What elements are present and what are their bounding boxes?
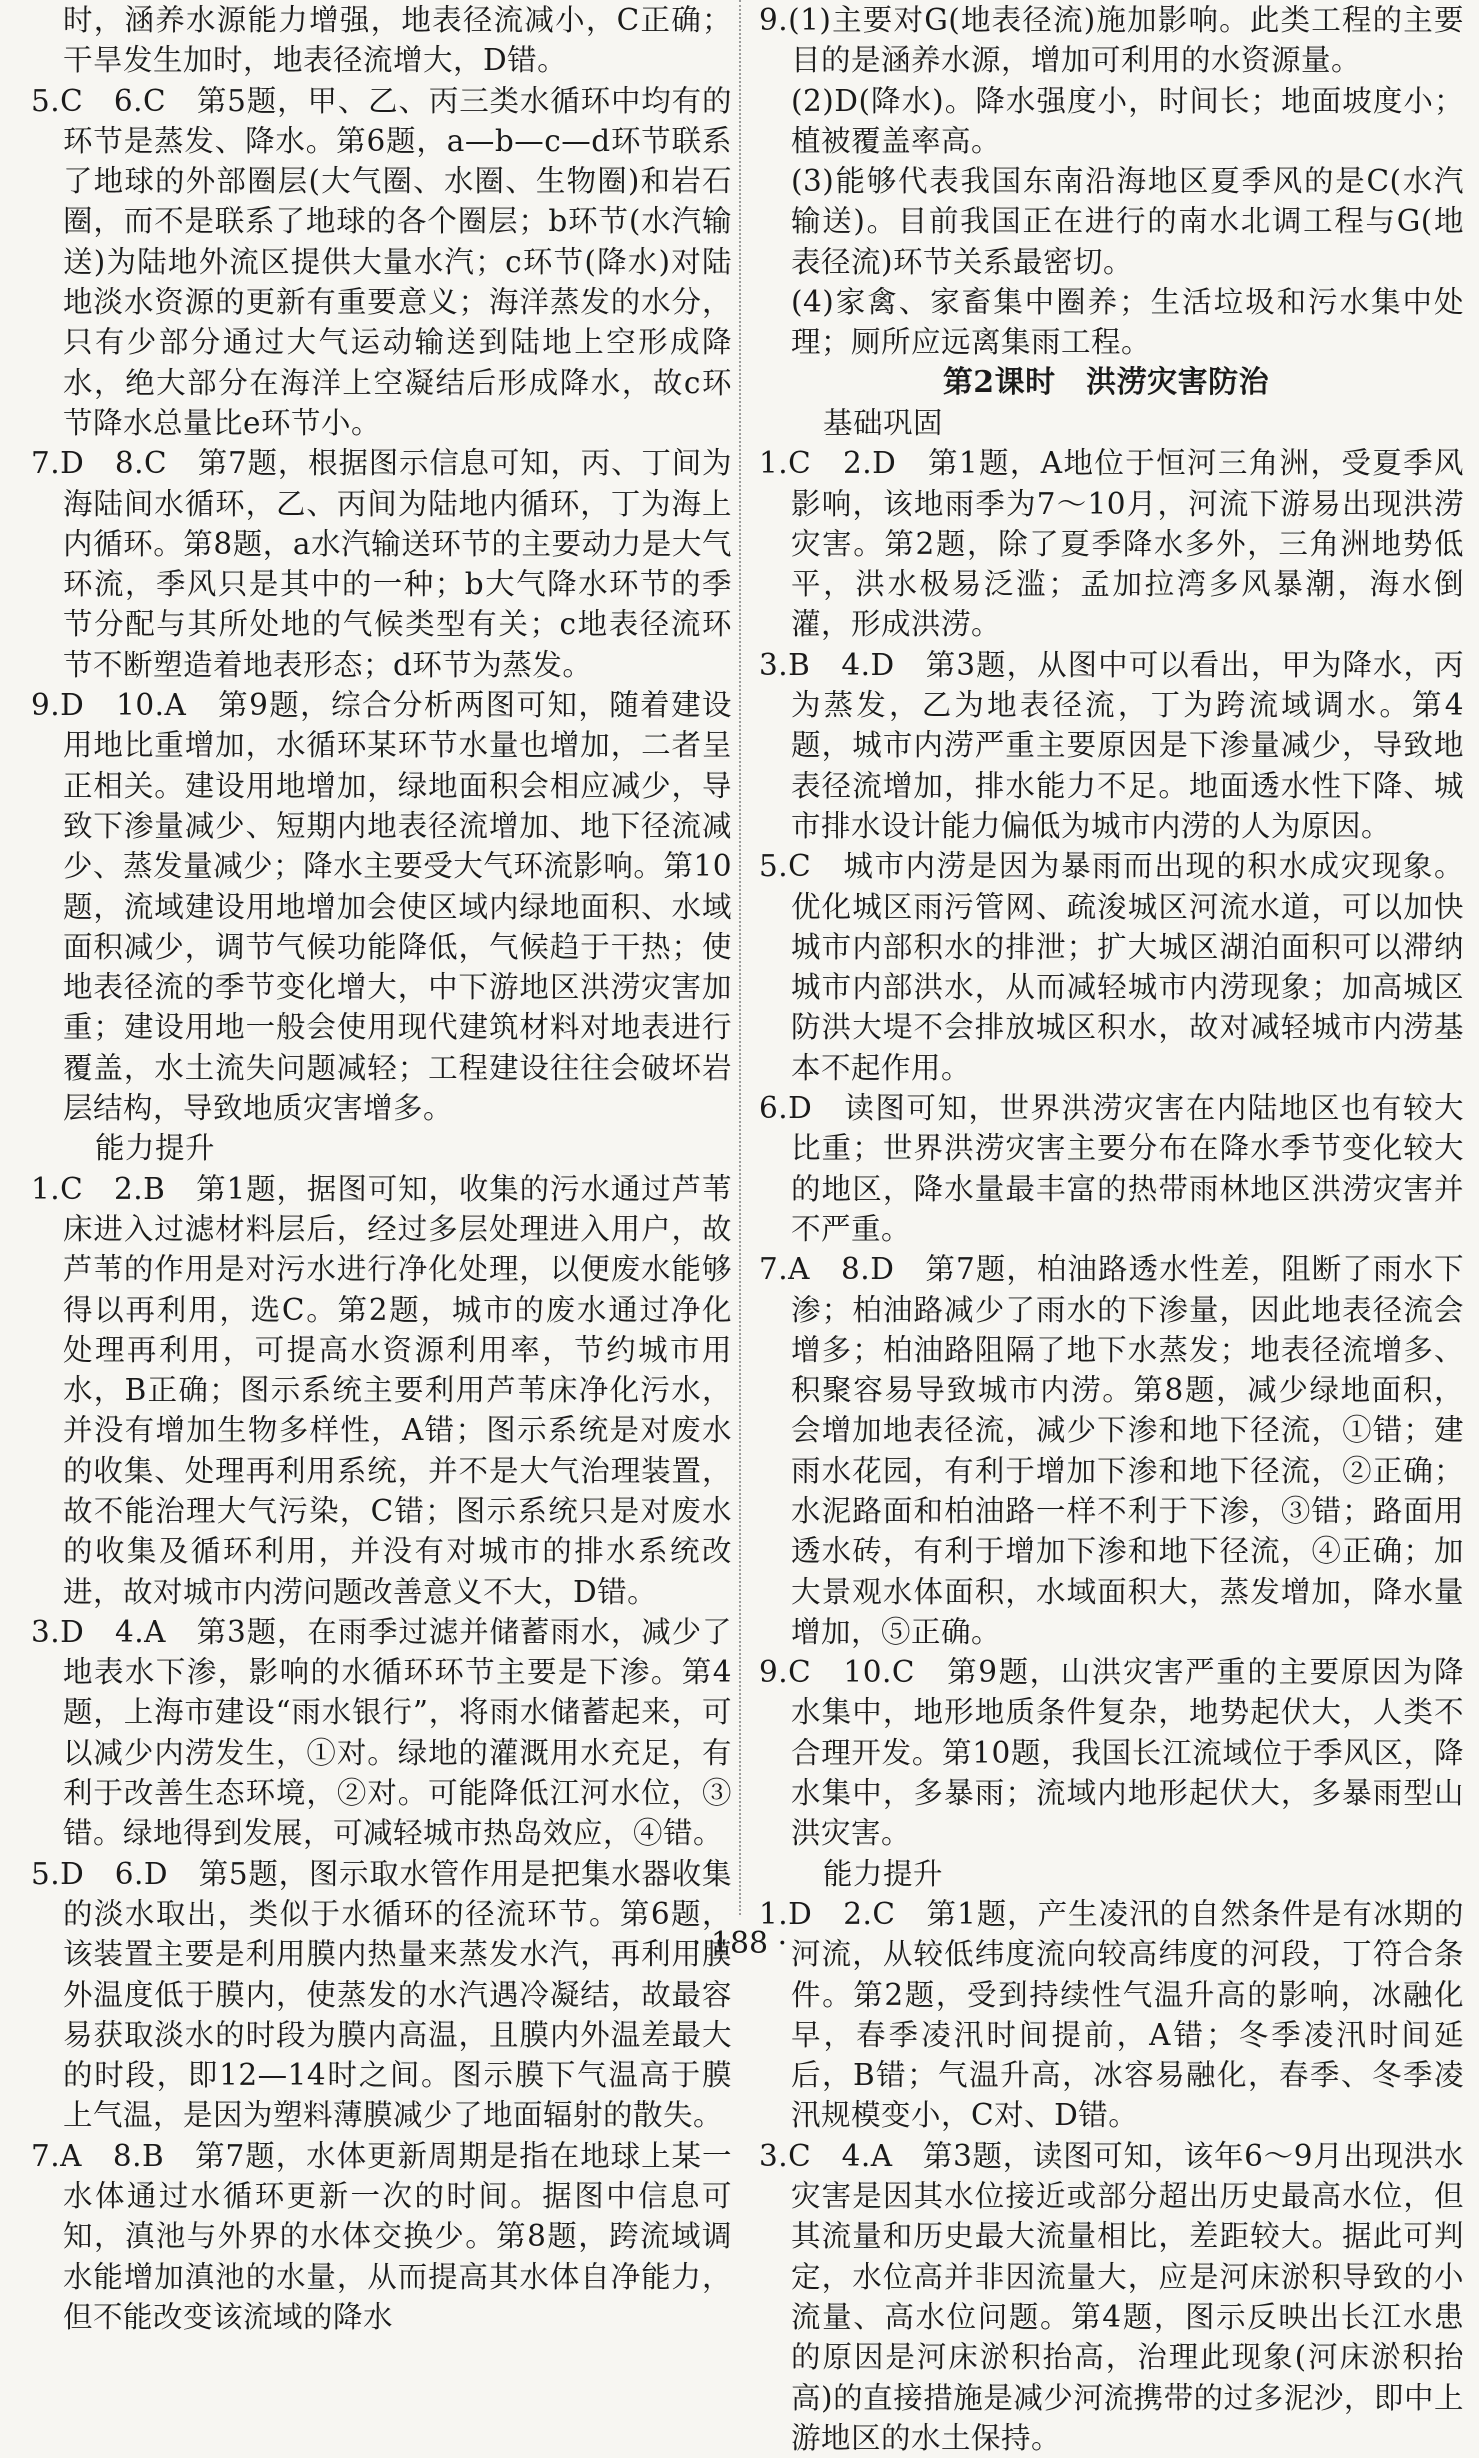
answer-paragraph: 1.C 2.D 第1题，A地位于恒河三角洲，受夏季风影响，该地雨季为7～10月，河流下游易出现洪涝灾害。第2题，除了夏季降水多外，三角洲地势低平，洪水极易泛滥；孟加拉湾多风暴潮，海水倒灌，形成洪涝。 bbox=[759, 446, 1464, 642]
answer-paragraph: 7.D 8.C 第7题，根据图示信息可知，丙、丁间为海陆间水循环，乙、丙间为陆地内循环，丁为海上内循环。第8题，a水汽输送环节的主要动力是大气环流，季风只是其中的一种；b大气降水环节的季节分配与其所处地的气候类型有关；c地表径流环节不断塑造着地表形态；d环节为蒸发。 bbox=[31, 446, 732, 682]
section-subheading: 能力提升 bbox=[95, 1131, 216, 1166]
answer-paragraph: 7.A 8.B 第7题，水体更新周期是指在地球上某一水体通过水循环更新一次的时间。据图中信息可知，滇池与外界的水体交换少。第8题，跨流域调水能增加滇池的水量，从而提高其水体自净能力，但不能改变该流域的降水 bbox=[31, 2138, 732, 2334]
answer-paragraph: 时，涵养水源能力增强，地表径流减小，C正确；干旱发生加时，地表径流增大，D错。 bbox=[63, 3, 732, 78]
answer-paragraph: 9.(1)主要对G(地表径流)施加影响。此类工程的主要目的是涵养水源，增加可利用的水资源量。 bbox=[759, 3, 1464, 78]
answer-paragraph: 9.D 10.A 第9题，综合分析两图可知，随着建设用地比重增加，水循环某环节水量也增加，二者呈正相关。建设用地增加，绿地面积会相应减少，导致下渗量减少、短期内地表径流增加、地下径流减少、蒸发量减少；降水主要受大气环流影响。第10题，流域建设用地增加会使区域内绿地面积、水域面积减少，调节气候功能降低，气候趋于干热；使地表径流的季节变化增大，中下游地区洪涝灾害加重；建设用地一般会使用现代建筑材料对地表进行覆盖，水土流失问题减轻；工程建设往往会破坏岩层结构，导致地质灾害增多。 bbox=[31, 688, 732, 1126]
page-number: · 188 · bbox=[691, 1926, 788, 1961]
answer-paragraph: 5.C 6.C 第5题，甲、乙、丙三类水循环中均有的环节是蒸发、降水。第6题，a—b—c—d环节联系了地球的外部圈层(大气圈、水圈、生物圈)和岩石圈，而不是联系了地球的各个圈层；b环节(水汽输送)为陆地外流区提供大量水汽；c环节(降水)对陆地淡水资源的更新有重要意义；海洋蒸发的水分，只有少部分通过大气运动输送到陆地上空形成降水，绝大部分在海洋上空凝结后形成降水，故c环节降水总量比e环节小。 bbox=[31, 83, 732, 440]
answer-paragraph: 3.D 4.A 第3题，在雨季过滤并储蓄雨水，减少了地表水下渗，影响的水循环环节主要是下渗。第4题，上海市建设“雨水银行”，将雨水储蓄起来，可以减少内涝发生，①对。绿地的灌溉用水充足，有利于改善生态环境，②对。可能降低江河水位，③错。绿地得到发展，可减轻城市热岛效应，④错。 bbox=[31, 1614, 732, 1851]
answer-paragraph: 1.D 2.C 第1题，产生凌汛的自然条件是有冰期的河流，从较低纬度流向较高纬度的河段，丁符合条件。第2题，受到持续性气温升高的影响，冰融化早，春季凌汛时间提前，A错；冬季凌汛时间延后，B错；气温升高，冰容易融化，春季、冬季凌汛规模变小，C对、D错。 bbox=[759, 1896, 1464, 2133]
section-subheading: 能力提升 bbox=[823, 1856, 944, 1891]
answer-paragraph: (3)能够代表我国东南沿海地区夏季风的是C(水汽输送)。目前我国正在进行的南水北调工程与G(地表径流)环节关系最密切。 bbox=[791, 164, 1464, 279]
column-divider bbox=[739, 0, 741, 1915]
answer-paragraph: 3.C 4.A 第3题，读图可知，该年6～9月出现洪水灾害是因其水位接近或部分超出历史最高水位，但其流量和历史最大流量相比，差距较大。据此可判定，水位高并非因流量大，应是河床淤积导致的小流量、高水位问题。第4题，图示反映出长江水患的原因是河床淤积抬高，治理此现象(河床淤积抬高)的直接措施是减少河流携带的过多泥沙，即中上游地区的水土保持。 bbox=[759, 2138, 1464, 2455]
section-subheading: 基础巩固 bbox=[823, 405, 944, 440]
answer-paragraph: 9.C 10.C 第9题，山洪灾害严重的主要原因为降水集中，地形地质条件复杂，地势起伏大，人类不合理开发。第10题，我国长江流域位于季风区，降水集中，多暴雨；流域内地形起伏大，多暴雨型山洪灾害。 bbox=[759, 1655, 1464, 1851]
right-column bbox=[748, 0, 1464, 2458]
left-column bbox=[20, 0, 732, 2337]
answer-paragraph: 5.C 城市内涝是因为暴雨而出现的积水成灾现象。优化城区雨污管网、疏浚城区河流水道，可以加快城市内部积水的排泄；扩大城区湖泊面积可以滞纳城市内部洪水，从而减轻城市内涝现象；加高城区防洪大堤不会排放城区积水，故对减轻城市内涝基本不起作用。 bbox=[759, 849, 1464, 1085]
answer-paragraph: 7.A 8.D 第7题，柏油路透水性差，阻断了雨水下渗；柏油路减少了雨水的下渗量，因此地表径流会增多；柏油路阻隔了地下水蒸发；地表径流增多、积聚容易导致城市内涝。第8题，减少绿地面积，会增加地表径流，减少下渗和地下径流，①错；建雨水花园，有利于增加下渗和地下径流，②正确；水泥路面和柏油路一样不利于下渗，③错；路面用透水砖，有利于增加下渗和地下径流，④正确；加大景观水体面积，水域面积大，蒸发增加，降水量增加，⑤正确。 bbox=[759, 1252, 1464, 1649]
answer-paragraph: 1.C 2.B 第1题，据图可知，收集的污水通过芦苇床进入过滤材料层后，经过多层处理进入用户，故芦苇的作用是对污水进行净化处理，以便废水能够得以再利用，选C。第2题，城市的废水通过净化处理再利用，可提高水资源利用率，节约城市用水，B正确；图示系统主要利用芦苇床净化污水，并没有增加生物多样性，A错；图示系统是对废水的收集、处理再利用系统，并不是大气治理装置，故不能治理大气污染，C错；图示系统只是对废水的收集及循环利用，并没有对城市的排水系统改进，故对城市内涝问题改善意义不大，D错。 bbox=[31, 1171, 732, 1609]
answer-paragraph: (4)家禽、家畜集中圈养；生活垃圾和污水集中处理；厕所应远离集雨工程。 bbox=[791, 285, 1464, 360]
answer-paragraph: (2)D(降水)。降水强度小，时间长；地面坡度小；植被覆盖率高。 bbox=[791, 83, 1464, 158]
answer-paragraph: 6.D 读图可知，世界洪涝灾害在内陆地区也有较大比重；世界洪涝灾害主要分布在降水季节变化较大的地区，降水量最丰富的热带雨林地区洪涝灾害并不严重。 bbox=[759, 1091, 1464, 1246]
answer-paragraph: 3.B 4.D 第3题，从图中可以看出，甲为降水，丙为蒸发，乙为地表径流，丁为跨流域调水。第4题，城市内涝严重主要原因是下渗量减少，导致地表径流增加，排水能力不足。地面透水性下降、城市排水设计能力偏低为城市内涝的人为原因。 bbox=[759, 647, 1464, 843]
answer-paragraph: 5.D 6.D 第5题，图示取水管作用是把集水器收集的淡水取出，类似于水循环的径流环节。第6题，该装置主要是利用膜内热量来蒸发水汽，再利用膜外温度低于膜内，使蒸发的水汽遇冷凝结，故最容易获取淡水的时段为膜内高温，且膜内外温差最大的时段，即12—14时之间。图示膜下气温高于膜上气温，是因为塑料薄膜减少了地面辐射的散失。 bbox=[31, 1856, 732, 2133]
lesson-heading: 第2课时 洪涝灾害防治 bbox=[942, 364, 1270, 400]
